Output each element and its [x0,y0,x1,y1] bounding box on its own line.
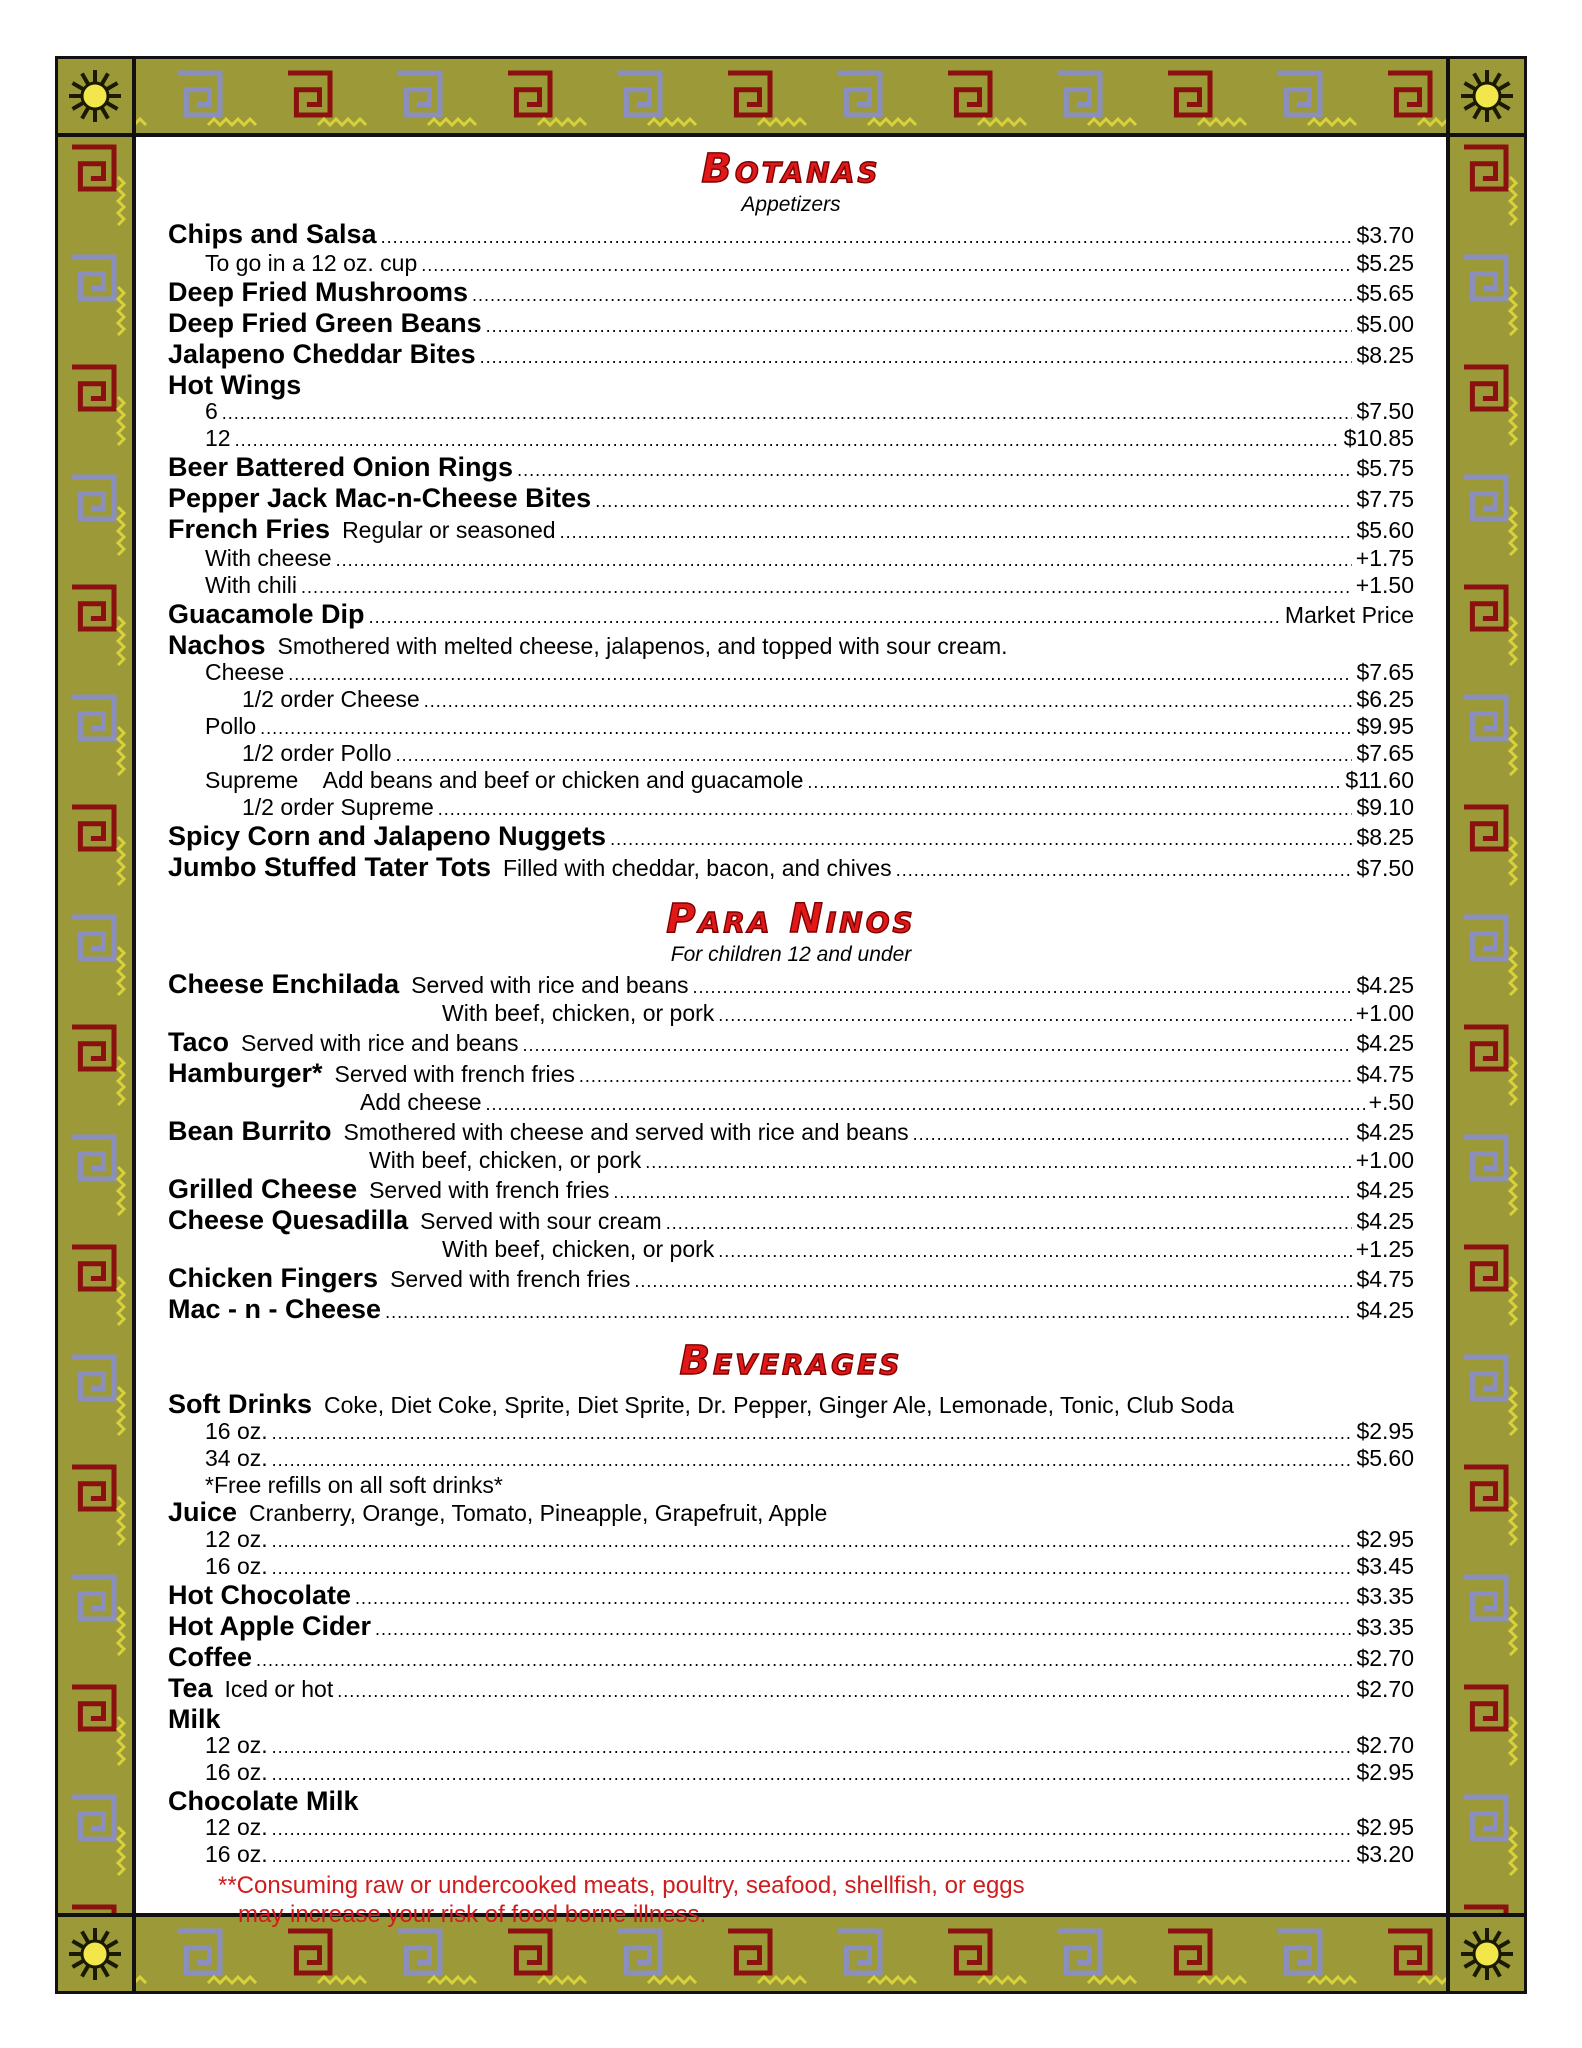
item-name: 16 oz. [205,1418,268,1444]
menu-item-row [168,1733,1414,1760]
item-name: With chili [205,572,298,598]
item-description: Served with rice and beans [411,972,689,998]
item-name: With beef, chicken, or pork [442,1236,715,1262]
item-name: 12 [205,425,231,451]
item-price: $5.75 [1356,455,1414,481]
item-name: 12 oz. [205,1732,268,1758]
item-description: Iced or hot [224,1676,334,1702]
item-price: $7.65 [1356,740,1414,766]
menu-item-row [168,515,1414,546]
item-description: Served with rice and beans [241,1030,519,1056]
item-price: $3.70 [1356,222,1414,248]
item-price: $8.25 [1356,824,1414,850]
dot-leader [486,312,1353,340]
menu-item-row [168,220,1414,251]
menu-content [168,146,1414,1929]
item-name: Hot Chocolate [168,1580,352,1610]
dot-leader [424,689,1353,714]
dot-leader [522,1031,1352,1059]
item-description: Regular or seasoned [342,517,556,543]
section-subtitle: Appetizers [741,193,841,216]
dot-leader [718,1239,1352,1264]
item-name: Pepper Jack Mac-n-Cheese Bites [168,483,592,513]
dot-leader [807,770,1341,795]
item-description: Smothered with cheese and served with rice and beans [343,1119,909,1145]
menu-item-row [168,1612,1414,1643]
item-name: Hot Wings [168,370,302,400]
item-price: $3.35 [1356,1583,1414,1609]
item-name: Juice [168,1497,238,1527]
border-band-top [58,59,1524,137]
dot-leader [272,1844,1353,1869]
item-name: Cheese [205,659,285,685]
menu-item-row [168,631,1414,660]
menu-item-row [168,1117,1414,1148]
menu-item-row [168,1527,1414,1554]
menu-item-row [168,1059,1414,1090]
item-description: Served with french fries [334,1061,575,1087]
dot-leader [272,1529,1353,1554]
sun-icon [1446,1913,1524,1991]
item-name: Jumbo Stuffed Tater Tots [168,852,491,882]
menu-note: *Free refills on all soft drinks* [205,1472,503,1498]
item-name: Mac - n - Cheese [168,1294,382,1324]
item-price: $2.95 [1356,1418,1414,1444]
item-name: With cheese [205,545,332,571]
item-price: $3.35 [1356,1614,1414,1640]
menu-item-row [168,600,1414,631]
item-name: 16 oz. [205,1841,268,1867]
dot-leader [666,1209,1353,1237]
sun-icon [58,59,136,137]
menu-item-row [168,1295,1414,1326]
menu-item-row [168,453,1414,484]
menu-item-row [168,1674,1414,1705]
dot-leader [579,1062,1353,1090]
item-name: Chocolate Milk [168,1786,359,1816]
dot-leader [718,1003,1352,1028]
item-name: 1/2 order Pollo [242,740,392,766]
item-price: Market Price [1284,602,1414,628]
item-name: 12 oz. [205,1526,268,1552]
menu-item-row [168,741,1414,768]
item-name: Nachos [168,630,266,660]
item-price: $4.25 [1356,972,1414,998]
item-price: $11.60 [1345,767,1414,793]
menu-item-row [168,573,1414,600]
item-price: $3.45 [1356,1553,1414,1579]
item-description: Served with french fries [390,1266,631,1292]
menu-item-row [168,1581,1414,1612]
item-price: +1.50 [1355,572,1414,598]
menu-item-row [168,822,1414,853]
sun-icon [1446,59,1524,137]
item-price: +1.75 [1355,545,1414,571]
menu-item-row [168,687,1414,714]
item-price: $7.50 [1356,398,1414,424]
item-price: $4.25 [1356,1177,1414,1203]
menu-item-row [168,1842,1414,1869]
dot-leader [385,1298,1352,1326]
menu-item-row [168,1390,1414,1419]
item-name: With beef, chicken, or pork [369,1147,642,1173]
dot-leader [438,797,1353,822]
item-price: +.50 [1368,1089,1414,1115]
item-name: Deep Fried Mushrooms [168,277,469,307]
item-name: To go in a 12 oz. cup [205,250,418,276]
menu-item-row [168,853,1414,884]
menu-item-row [168,309,1414,340]
menu-item-row [168,1090,1414,1117]
item-price: +1.00 [1355,1147,1414,1173]
item-name: 6 [205,398,218,424]
item-price: $9.10 [1356,794,1414,820]
item-description: Served with french fries [369,1177,610,1203]
menu-item-row [168,371,1414,399]
item-description: Served with sour cream [420,1208,662,1234]
dot-leader [272,1421,1353,1446]
menu-item-row [168,660,1414,687]
item-name: Hamburger* [168,1058,323,1088]
dot-leader [222,401,1353,426]
item-price: $8.25 [1356,342,1414,368]
item-price: $7.65 [1356,659,1414,685]
item-name: Chips and Salsa [168,219,377,249]
menu-item-row [168,1148,1414,1175]
item-name: Cheese Enchilada [168,969,400,999]
item-price: $5.25 [1356,250,1414,276]
item-name: 34 oz. [205,1445,268,1471]
item-description: Filled with cheddar, bacon, and chives [503,855,892,881]
dot-leader [595,487,1352,515]
dot-leader [375,1615,1352,1643]
menu-item-row [168,1419,1414,1446]
item-price: $9.95 [1356,713,1414,739]
menu-item-row [168,278,1414,309]
item-price: $5.60 [1356,1445,1414,1471]
item-name: Cheese Quesadilla [168,1205,409,1235]
menu-item-row [168,795,1414,822]
item-price: $7.75 [1356,486,1414,512]
dot-leader [369,603,1281,631]
item-price: $3.20 [1356,1841,1414,1867]
menu-item-row [168,714,1414,741]
item-name: Spicy Corn and Jalapeno Nuggets [168,821,607,851]
item-description: Smothered with melted cheese, jalapenos, and topped with sour cream. [277,633,1008,659]
item-price: $4.25 [1356,1297,1414,1323]
dot-leader [480,343,1353,371]
dot-leader [693,973,1353,1001]
item-price: $2.70 [1356,1732,1414,1758]
menu-item-row [168,546,1414,573]
item-description: Coke, Diet Coke, Sprite, Diet Sprite, Dr. Pepper, Ginger Ale, Lemonade, Tonic, Club Soda [324,1392,1234,1418]
item-name: Taco [168,1027,230,1057]
item-price: $2.70 [1356,1676,1414,1702]
item-name: Guacamole Dip [168,599,365,629]
menu-item-row [168,1705,1414,1733]
warning-line-1: **Consuming raw or undercooked meats, poultry, seafood, shellfish, or eggs [218,1872,1025,1899]
menu-item-row [168,340,1414,371]
dot-leader [272,1556,1353,1581]
item-name: Supreme Add beans and beef or chicken and guacamole [205,767,804,793]
menu-item-row [168,484,1414,515]
item-name: Chicken Fingers [168,1263,379,1293]
item-price: $6.25 [1356,686,1414,712]
dot-leader [634,1267,1352,1295]
dot-leader [421,253,1352,278]
menu-item-row [168,251,1414,278]
item-name: Milk [168,1704,221,1734]
item-name: Hot Apple Cider [168,1611,372,1641]
item-name: 16 oz. [205,1553,268,1579]
item-name: Bean Burrito [168,1116,332,1146]
item-name: Coffee [168,1642,253,1672]
item-name: Beer Battered Onion Rings [168,452,514,482]
item-name: Add cheese [360,1089,482,1115]
section-title: Botanas [701,146,881,192]
item-price: +1.00 [1355,1000,1414,1026]
dot-leader [485,1092,1364,1117]
item-price: $10.85 [1343,425,1414,451]
dot-leader [472,281,1352,309]
dot-leader [645,1150,1352,1175]
item-price: $5.60 [1356,517,1414,543]
dot-leader [913,1120,1353,1148]
dot-leader [337,1677,1352,1705]
item-description: Cranberry, Orange, Tomato, Pineapple, Grapefruit, Apple [249,1500,828,1526]
dot-leader [256,1646,1352,1674]
item-price: $4.25 [1356,1208,1414,1234]
dot-leader [272,1735,1353,1760]
item-price: $2.70 [1356,1645,1414,1671]
item-name: With beef, chicken, or pork [442,1000,715,1026]
menu-section-botanas [168,146,1414,884]
border-band-right [1446,137,1524,1913]
menu-item-row [168,1787,1414,1815]
section-title: Beverages [679,1338,903,1384]
dot-leader [288,662,1352,687]
item-price: +1.25 [1355,1236,1414,1262]
dot-leader [272,1762,1353,1787]
section-subtitle: For children 12 and under [670,943,912,966]
item-name: French Fries [168,514,331,544]
menu-item-row [168,1815,1414,1842]
dot-leader [235,428,1340,453]
dot-leader [396,743,1353,768]
item-name: Pollo [205,713,257,739]
item-price: $2.95 [1356,1814,1414,1840]
dot-leader [355,1584,1352,1612]
menu-item-row [168,1554,1414,1581]
menu-item-row [168,970,1414,1001]
menu-item-row [168,1643,1414,1674]
item-name: Soft Drinks [168,1389,313,1419]
item-price: $4.25 [1356,1119,1414,1145]
dot-leader [610,825,1352,853]
item-price: $4.25 [1356,1030,1414,1056]
item-price: $5.00 [1356,311,1414,337]
item-name: 1/2 order Supreme [242,794,434,820]
dot-leader [272,1817,1353,1842]
menu-item-row [168,1237,1414,1264]
menu-section-beverages [168,1338,1414,1869]
menu-item-row [168,1028,1414,1059]
item-name: Grilled Cheese [168,1174,358,1204]
dot-leader [301,575,1352,600]
item-price: $2.95 [1356,1526,1414,1552]
item-price: $4.75 [1356,1266,1414,1292]
item-price: $4.75 [1356,1061,1414,1087]
sun-icon [58,1913,136,1991]
menu-item-row [168,1175,1414,1206]
dot-leader [560,518,1353,546]
food-safety-warning [168,1871,1414,1929]
dot-leader [613,1178,1352,1206]
menu-item-row [168,1760,1414,1787]
item-name: Deep Fried Green Beans [168,308,482,338]
menu-section-para-ninos [168,896,1414,1326]
menu-item-row [168,1264,1414,1295]
menu-item-row [168,1206,1414,1237]
dot-leader [272,1448,1353,1473]
menu-item-row [168,1446,1414,1473]
dot-leader [336,548,1352,573]
menu-item-row [168,1001,1414,1028]
item-name: 16 oz. [205,1759,268,1785]
section-title: Para Ninos [666,896,916,942]
border-band-left [58,137,136,1913]
dot-leader [381,223,1353,251]
warning-line-2: may increase your risk of food borne illness. [238,1901,707,1928]
menu-item-row [168,1498,1414,1527]
dot-leader [260,716,1352,741]
item-name: 1/2 order Cheese [242,686,420,712]
item-price: $7.50 [1356,855,1414,881]
dot-leader [896,856,1353,884]
item-name: Tea [168,1673,213,1703]
menu-item-row [168,426,1414,453]
menu-item-row [168,768,1414,795]
item-name: 12 oz. [205,1814,268,1840]
item-price: $2.95 [1356,1759,1414,1785]
item-name: Jalapeno Cheddar Bites [168,339,476,369]
item-price: $5.65 [1356,280,1414,306]
dot-leader [517,456,1352,484]
menu-item-row [168,399,1414,426]
